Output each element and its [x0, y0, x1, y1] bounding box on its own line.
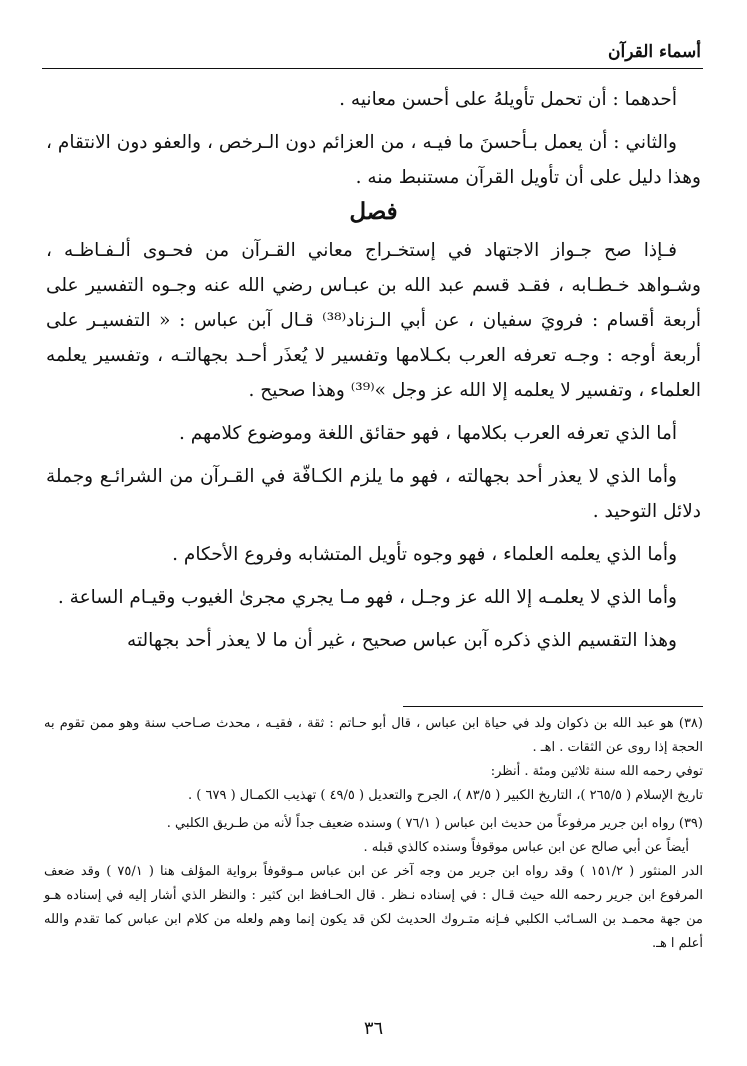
- footnote-line: (٣٨) هو عبد الله بن ذكوان ولد في حياة ابن عباس ، قال أبو حـاتم : ثقة ، فقيـه ، محدث صـاحب سنة وهو ممن تقوم به الحجة إذا روى عن الثقات . اهـ .: [44, 716, 703, 755]
- section-heading: فصل: [349, 198, 398, 225]
- footnote-rule: [403, 706, 703, 707]
- paragraph: وهذا التقسيم الذي ذكره آبن عباس صحيح ، غير أن ما لا يعذر أحد بجهالته: [127, 630, 677, 651]
- paragraph: وأما الذي يعلمه العلماء ، فهو وجوه تأويل المتشابه وفروع الأحكام .: [172, 544, 677, 565]
- paragraph: فـإذا صح جـواز الاجتهاد في إستخـراج معاني القـرآن من فحـوى ألـفـاظـه ، وشـواهد خـطـابه ، فقـد قسم عبد الله بن عبـاس رضي الله عنه وجـوه التفسير على أربعة أقسام : فرويَ سفيان ، عن أبي الـزناد⁽³⁸⁾ قـال آبن عباس : « التفسيـر على أربعة أوجه : وجـه تعرفه العرب بكـلامها وتفسير لا يُعذَر أحـد بجهالتـه ، وتفسير يعلمه العلماء ، وتفسير لا يعلمه إلا الله عز وجل »⁽³⁹⁾ وهذا صحيح .: [46, 240, 702, 401]
- footnote-39: [44, 812, 703, 956]
- paragraph: وأما الذي لا يعلمـه إلا الله عز وجـل ، فهو مـا يجري مجرىٰ الغيوب وقيـام الساعة .: [57, 587, 677, 608]
- footnote-line: أيضاً عن أبي صالح عن ابن عباس موقوفاً وسنده كالذي قبله .: [363, 840, 689, 855]
- footnotes: [44, 712, 703, 960]
- paragraph: أما الذي تعرفه العرب بكلامها ، فهو حقائق اللغة وموضوع كلامهم .: [178, 423, 677, 444]
- footnote-line: الدر المنثور ( ١٥١/٢ ) وقد رواه ابن جرير من وجه آخر عن ابن عباس مـوقوفاً برواية المؤلف هنا ( ٧٥/١ ) وقد ضعف المرفوع ابن جرير رحمه الله حيث قـال : في إسناده نـظر . قال الحـافظ ابن كثير : والنظر الذي أشار إليه في إسناده هـو من جهة محمـد بن السـائب الكلبي فـإنه متـروك الحديث لكن قد يكون إنما وهم ولعله من كلام ابن عباس كما تقدم والله أعلم ا هـ.: [44, 864, 703, 951]
- footnote-line: تاريخ الإسلام ( ٢٦٥/٥ )، التاريخ الكبير ( ٨٣/٥ )، الجرح والتعديل ( ٤٩/٥ ) تهذيب الكمـال ( ٦٧٩ ) .: [188, 788, 703, 803]
- paragraph: أحدهما : أن تحمل تأويلهُ على أحسن معانيه .: [339, 89, 677, 110]
- footnote-38: [44, 712, 703, 808]
- footnote-line: (٣٩) رواه ابن جرير مرفوعاً من حديث ابن عباس ( ٧٦/١ ) وسنده ضعيف جداً لأنه من طـريق الكلبي .: [166, 816, 703, 831]
- running-title: أسماء القرآن: [608, 42, 701, 62]
- header-rule: [42, 68, 703, 69]
- page-number: ٣٦: [363, 1018, 384, 1039]
- main-text: [46, 82, 701, 666]
- paragraph: والثاني : أن يعمل بـأحسنَ ما فيـه ، من العزائم دون الـرخص ، والعفو دون الانتقام ، وهذا دليل على أن تأويل القرآن مستنبط منه .: [46, 132, 701, 188]
- footnote-line: توفي رحمه الله سنة ثلاثين ومئة . أنظر:: [490, 764, 703, 779]
- paragraph: وأما الذي لا يعذر أحد بجهالته ، فهو ما يلزم الكـافّة في القـرآن من الشرائـع وجملة دلائل التوحيد .: [46, 466, 701, 522]
